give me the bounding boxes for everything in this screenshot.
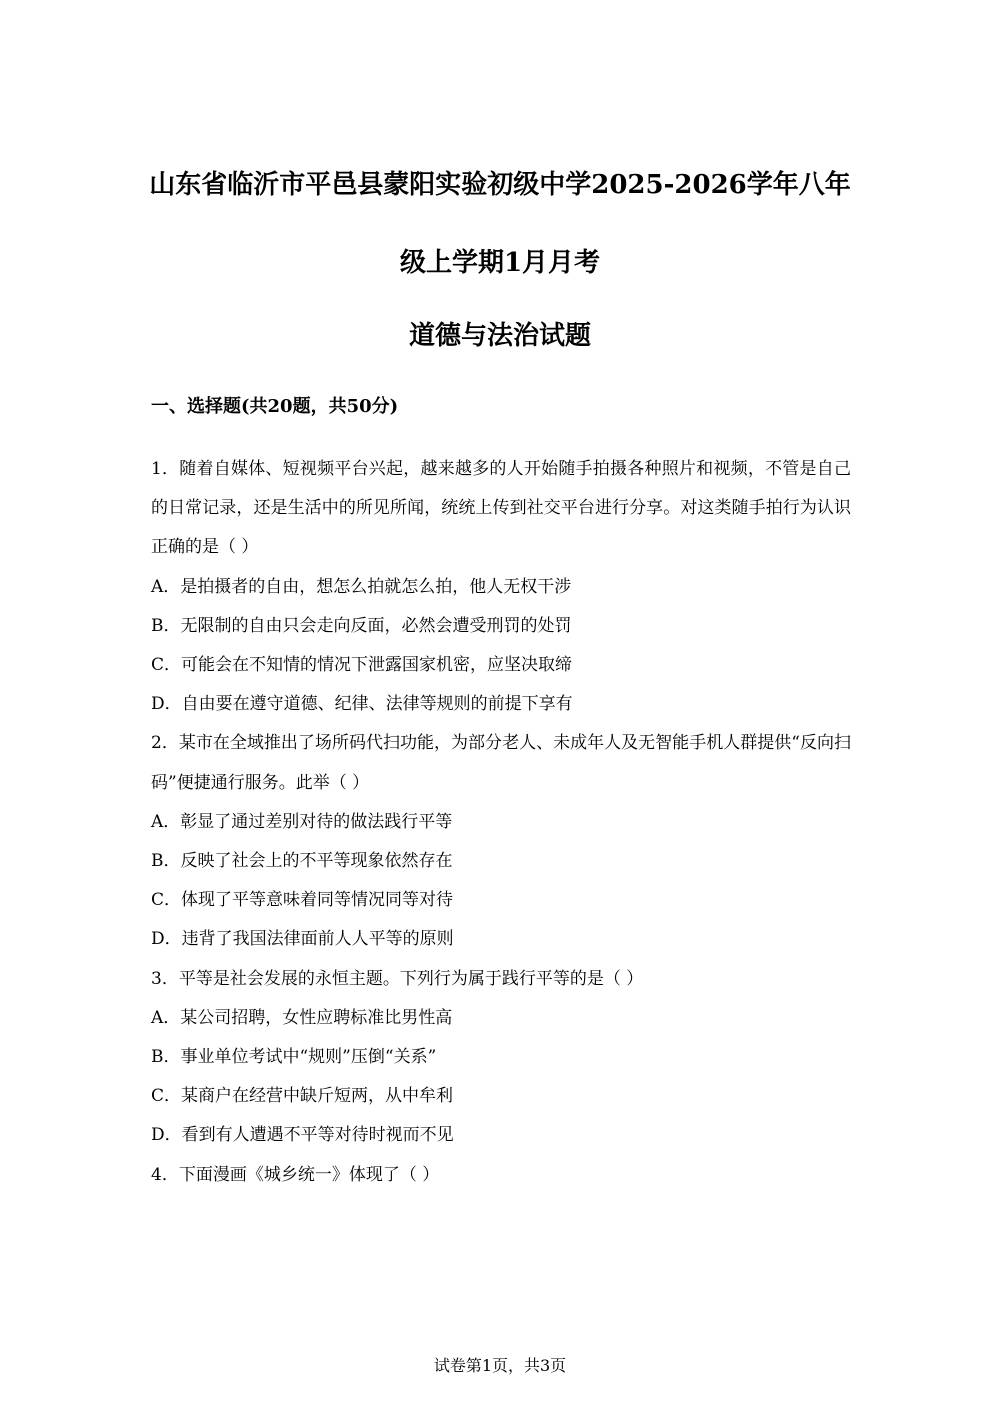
- page-footer: 试卷第1页，共3页: [433, 1356, 567, 1375]
- question-4-stem: 4．下面漫画《城乡统一》体现了（ ）: [151, 1164, 440, 1185]
- question-1-option-d: D．自由要在遵守道德、纪律、法律等规则的前提下享有: [151, 694, 573, 715]
- question-1-stem: 1．随着自媒体、短视频平台兴起，越来越多的人开始随手拍摄各种照片和视频，不管是自己的日常记录，还是生活中的所见所闻，统统上传到社交平台进行分享。对这类随手拍行为认识正确的是（ ）: [151, 459, 851, 558]
- question-3-option-c: C．某商户在经营中缺斤短两，从中牟利: [151, 1086, 454, 1107]
- section-heading: 一、选择题(共20题，共50分): [151, 396, 399, 417]
- question-2-option-c: C．体现了平等意味着同等情况同等对待: [151, 890, 454, 911]
- exam-title-line-2: 级上学期1月月考: [399, 248, 601, 278]
- question-1-option-c: C．可能会在不知情的情况下泄露国家机密，应坚决取缔: [151, 655, 573, 676]
- question-3-option-b: B．事业单位考试中“规则”压倒“关系”: [151, 1047, 437, 1068]
- question-3-option-a: A．某公司招聘，女性应聘标准比男性高: [151, 1007, 453, 1028]
- question-2-option-d: D．违背了我国法律面前人人平等的原则: [151, 929, 454, 950]
- question-3-option-d: D．看到有人遭遇不平等对待时视而不见: [151, 1125, 454, 1146]
- question-2-option-a: A．彰显了通过差别对待的做法践行平等: [151, 811, 453, 832]
- question-list: [151, 450, 851, 1195]
- question-1-option-a: A．是拍摄者的自由，想怎么拍就怎么拍，他人无权干涉: [151, 576, 572, 597]
- question-2-stem: 2．某市在全域推出了场所码代扫功能，为部分老人、未成年人及无智能手机人群提供“反向扫码”便捷通行服务。此举（ ）: [151, 733, 851, 793]
- question-3-stem: 3．平等是社会发展的永恒主题。下列行为属于践行平等的是（ ）: [151, 968, 644, 989]
- question-1-option-b: B．无限制的自由只会走向反面，必然会遭受刑罚的处罚: [151, 615, 572, 636]
- exam-subject-title: 道德与法治试题: [408, 321, 591, 351]
- exam-title-line-1: 山东省临沂市平邑县蒙阳实验初级中学2025-2026学年八年: [149, 170, 851, 200]
- question-2-option-b: B．反映了社会上的不平等现象依然存在: [151, 851, 453, 872]
